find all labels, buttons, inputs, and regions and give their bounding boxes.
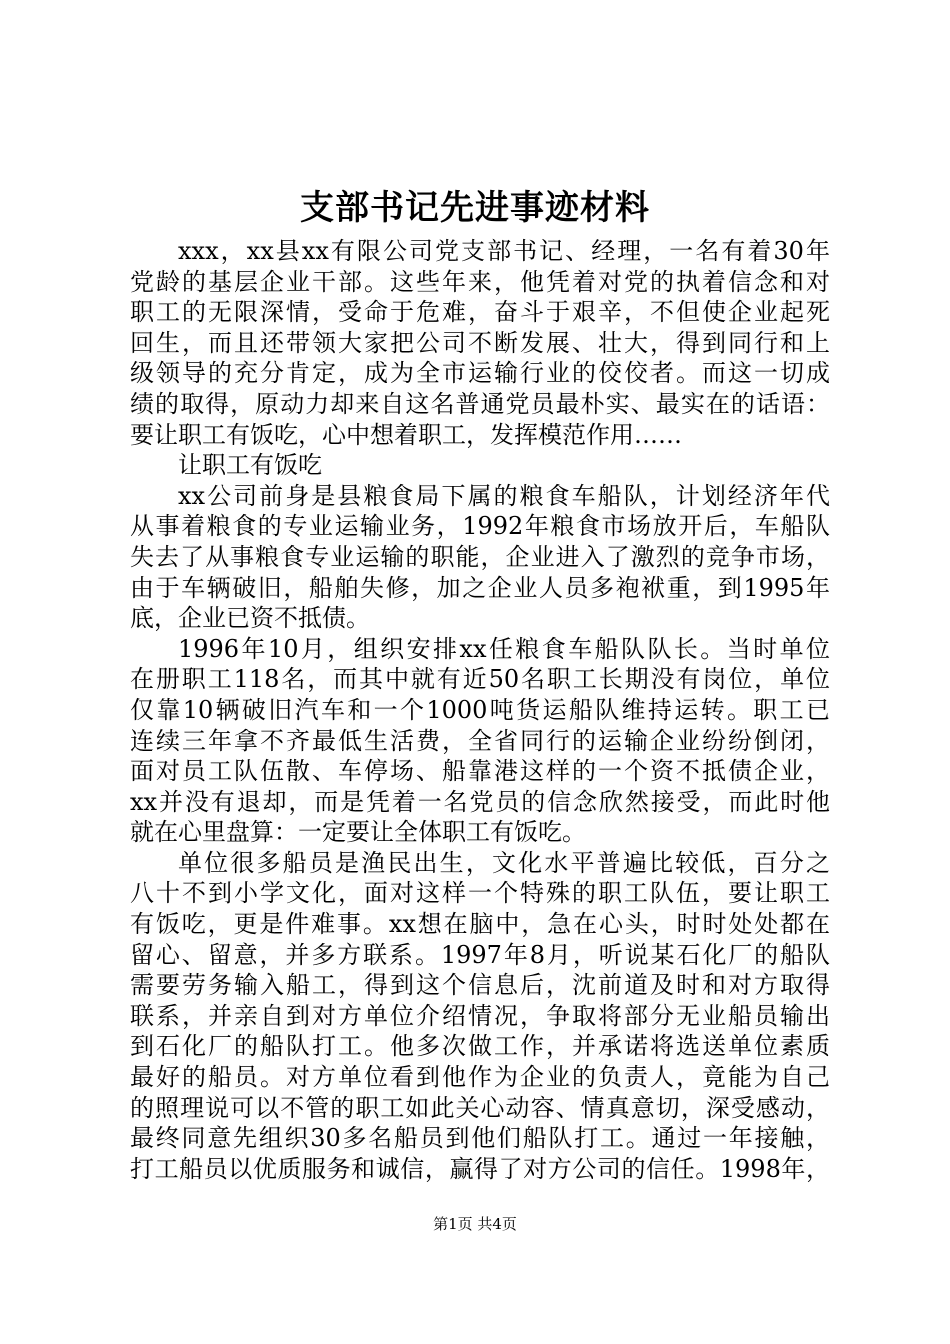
text-line: 连续三年拿不齐最低生活费，全省同行的运输企业纷纷倒闭， (130, 726, 830, 755)
text-line: 留心、留意，并多方联系。1997年8月，听说某石化厂的船队 (130, 940, 830, 969)
text-line: 就在心里盘算：一定要让全体职工有饭吃。 (130, 818, 586, 847)
text-line: 最终同意先组织30多名船员到他们船队打工。通过一年接触， (130, 1124, 830, 1153)
page-title: 支部书记先进事迹材料 (300, 188, 650, 228)
text-line: xxx，xx县xx有限公司党支部书记、经理，一名有着30年 (178, 237, 830, 265)
text-line: 有饭吃，更是件难事。xx想在脑中，急在心头，时时处处都在 (130, 910, 830, 939)
text-line: 从事着粮食的专业运输业务，1992年粮食市场放开后，车船队 (130, 512, 830, 541)
text-line: 到石化厂的船队打工。他多次做工作，并承诺将选送单位素质 (130, 1032, 830, 1061)
text-line: 职工的无限深情，受命于危难，奋斗于艰辛，不但使企业起死 (130, 298, 830, 327)
text-line: 的照理说可以不管的职工如此关心动容、情真意切，深受感动， (130, 1093, 830, 1122)
text-line: 需要劳务输入船工，得到这个信息后，沈前道及时和对方取得 (130, 971, 830, 1000)
text-line: 仅靠10辆破旧汽车和一个1000吨货运船队维持运转。职工已 (130, 695, 830, 724)
text-line: 失去了从事粮食专业运输的职能，企业进入了激烈的竞争市场， (130, 542, 830, 571)
text-line: 面对员工队伍散、车停场、船靠港这样的一个资不抵债企业， (130, 757, 830, 786)
text-line: 在册职工118名，而其中就有近50名职工长期没有岗位，单位 (130, 665, 830, 694)
text-line: 绩的取得，原动力却来自这名普通党员最朴实、最实在的话语： (130, 389, 830, 418)
text-line: 由于车辆破旧，船舶失修，加之企业人员多袍袱重，到1995年 (130, 573, 830, 602)
text-line: xx公司前身是县粮食局下属的粮食车船队，计划经济年代 (178, 481, 830, 510)
text-line: 单位很多船员是渔民出生，文化水平普遍比较低，百分之 (178, 848, 830, 877)
text-line: 让职工有饭吃 (178, 451, 322, 480)
text-line: 打工船员以优质服务和诚信，赢得了对方公司的信任。1998年， (130, 1154, 830, 1183)
page-footer: 第1页 共4页 (433, 1215, 517, 1233)
text-line: 八十不到小学文化，面对这样一个特殊的职工队伍，要让职工 (130, 879, 830, 908)
text-line: 底，企业已资不抵债。 (130, 604, 370, 633)
text-line: 最好的船员。对方单位看到他作为企业的负责人，竟能为自己 (130, 1063, 830, 1092)
text-line: 回生，而且还带领大家把公司不断发展、壮大，得到同行和上 (130, 328, 830, 357)
text-line: 联系，并亲自到对方单位介绍情况，争取将部分无业船员输出 (130, 1001, 830, 1030)
text-line: 级领导的充分肯定，成为全市运输行业的佼佼者。而这一切成 (130, 359, 830, 388)
text-line: xx并没有退却，而是凭着一名党员的信念欣然接受，而此时他 (130, 787, 830, 816)
document-body (130, 236, 830, 1184)
text-line: 1996年10月，组织安排xx任粮食车船队队长。当时单位 (178, 634, 830, 663)
text-line: 党龄的基层企业干部。这些年来，他凭着对党的执着信念和对 (130, 267, 830, 296)
text-line: 要让职工有饭吃，心中想着职工，发挥模范作用…… (130, 420, 682, 449)
